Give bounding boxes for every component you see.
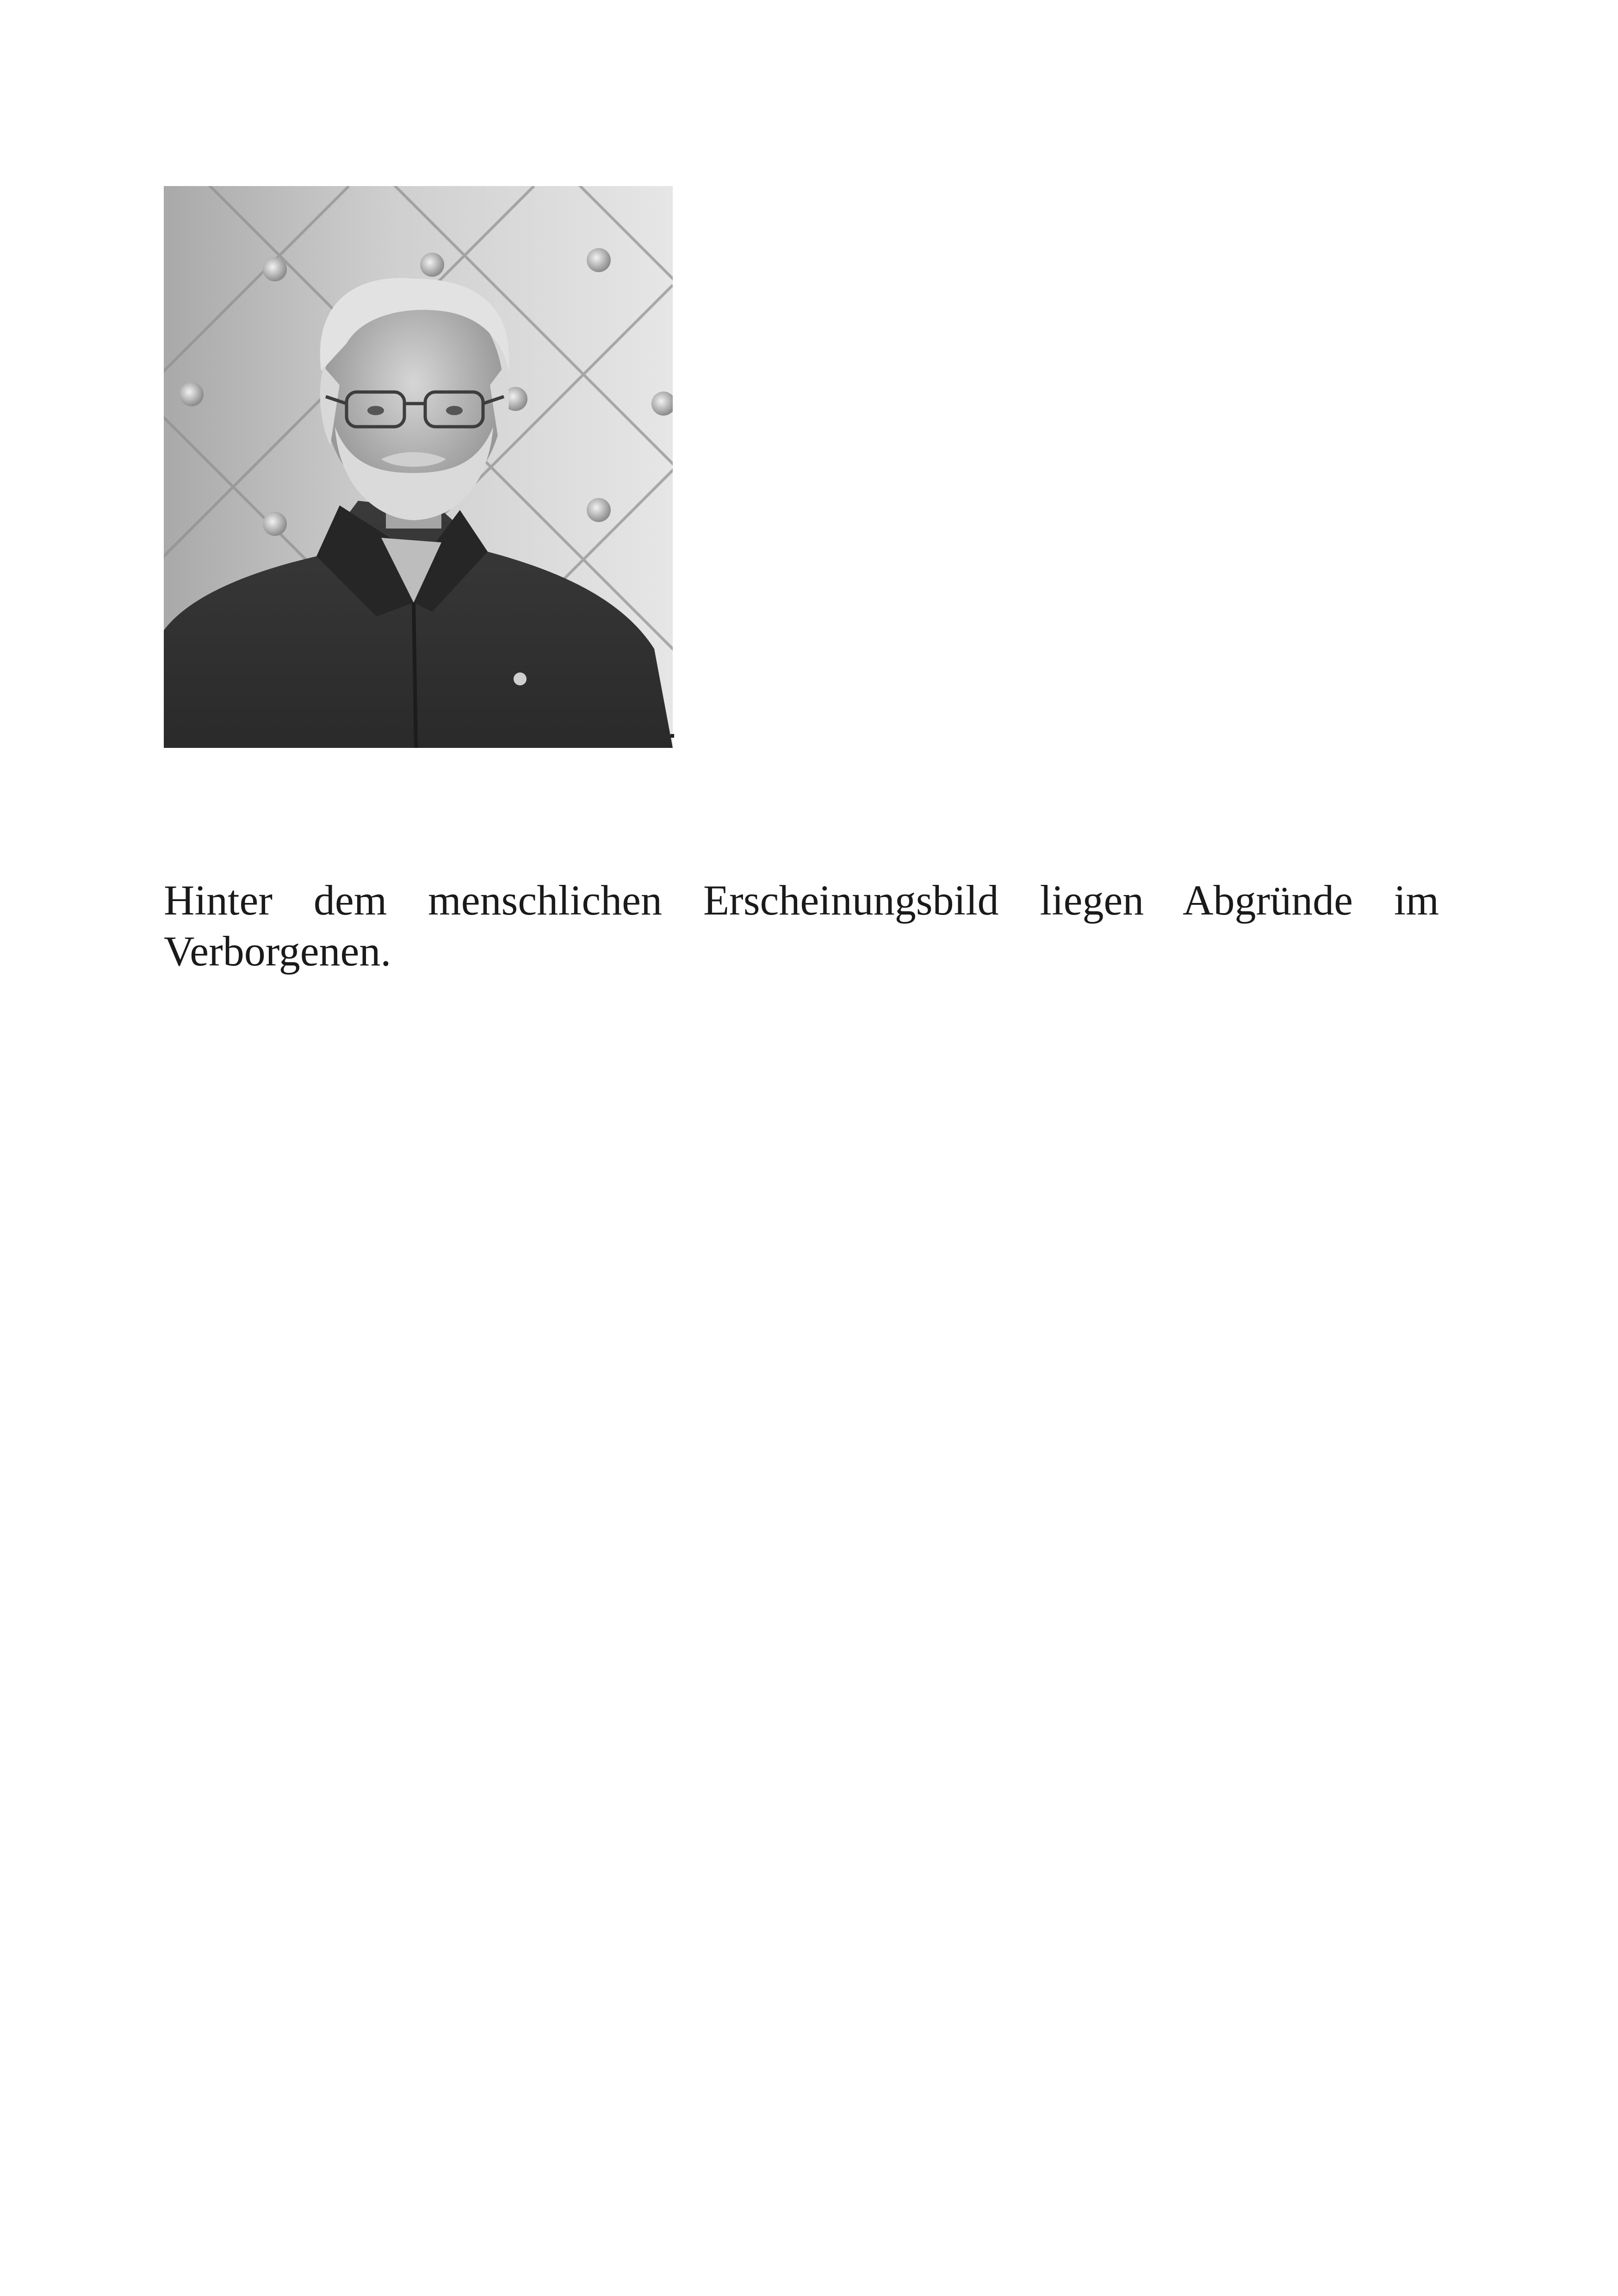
photo-corner-mark — [670, 734, 674, 738]
logo-emblem — [514, 672, 527, 685]
zipper — [414, 603, 416, 748]
portrait-photo — [164, 186, 673, 748]
caption-paragraph: Hinter dem menschlichen Erscheinungsbild liegen Abgründe im Verborgenen. — [164, 877, 1439, 975]
portrait-illustration — [164, 186, 673, 748]
